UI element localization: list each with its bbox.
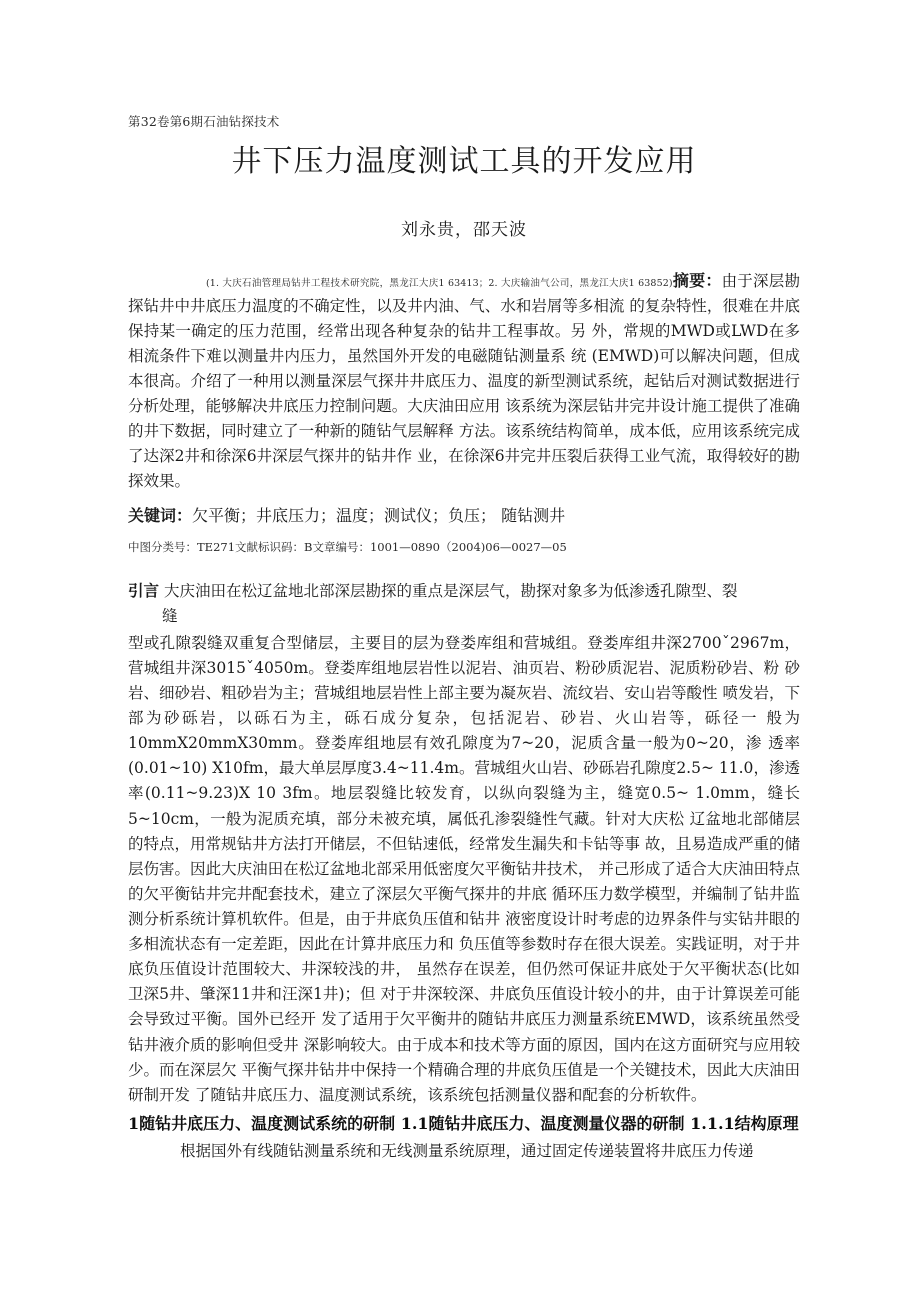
introduction-line-1: 大庆油田在松辽盆地北部深层勘探的重点是深层气，勘探对象多为低渗透孔隙型、裂	[163, 581, 738, 600]
introduction-block	[128, 578, 800, 629]
section-heading-1: 1随钻井底压力、温度测试系统的研制 1.1随钻井底压力、温度测量仪器的研制 1.1.1结构原理	[128, 1113, 799, 1133]
introduction-line-2: 缝	[162, 606, 178, 625]
affiliation-first: (1. 大庆石油管理局钻井工程技术研究院，黑龙江大庆1 63413；	[206, 277, 489, 289]
body-paragraph-1: 型或孔隙裂缝双重复合型储层，主要目的层为登娄库组和营城组。登娄库组井深2700ˇ2967m， 营城组井深3015ˇ4050m。登娄库组地层岩性以泥岩、油页岩、粉砂质泥岩、泥质粉砂岩、粉 砂岩、细砂岩、粗砂岩为主；营城组地层岩性上部主要为凝灰岩、流纹岩、安山岩等酸性 喷发岩，下部为砂砾岩，以砾石为主，砾石成分复杂，包括泥岩、砂岩、火山岩等，砾径一 般为10mmX20mmX30mm。登娄库组地层有效孔隙度为7~20，泥质含量一般为0~20，渗 透率(0.01~10) X10fm，最大单层厚度3.4~11.4m。营城组火山岩、砂砾岩孔隙度2.5~ 11.0，渗透率(0.11~9.23)X 10 3fm。地层裂缝比较发育，以纵向裂缝为主，缝宽0.5~ 1.0mm，缝长5~10cm，一般为泥质充填，部分未被充填，属低孔渗裂缝性气藏。针对大庆松 辽盆地北部储层的特点，用常规钻井方法打开储层，不但钻速低，经常发生漏失和卡钻等事 故，且易造成严重的储层伤害。因此大庆油田在松辽盆地北部采用低密度欠平衡钻井技术， 并己形成了适合大庆油田特点的欠平衡钻井完井配套技术，建立了深层欠平衡气探井的井底 循环压力数学模型，并编制了钻井监测分析系统计算机软件。但是，由于井底负压值和钻井 液密度设计时考虑的边界条件与实钻井眼的多相流状态有一定差距，因此在计算井底压力和 负压值等参数时存在很大误差。实践证明，对于井底负压值设计范围较大、井深较浅的井， 虽然存在误差，但仍然可保证井底处于欠平衡状态(比如卫深5井、肇深11井和汪深1井)；但 对于井深较深、井底负压值设计较小的井，由于计算误差可能会导致过平衡。国外已经开 发了适用于欠平衡井的随钻井底压力测量系统EMWD，该系统虽然受钻井液介质的影响但受井 深影响较大。由于成本和技术等方面的原因，国内在这方面研究与应用较少。而在深层欠 平衡气探井钻井中保持一个精确合理的井底负压值是一个关键技术，因此大庆油田研制开发 了随钻井底压力、温度测试系统，该系统包括测量仪器和配套的分析软件。	[128, 633, 800, 1104]
page-title: 井下压力温度测试工具的开发应用	[231, 144, 697, 179]
abstract-label: 摘要：	[672, 270, 722, 290]
page-content	[128, 0, 800, 1179]
keywords-text: 欠平衡；井底压力；温度；测试仪；负压； 随钻测井	[192, 506, 566, 526]
affiliation-second: 2. 大庆输油气公司，黑龙江大庆1 63852)	[488, 277, 673, 289]
introduction-label: 引言	[128, 580, 160, 600]
keywords-line	[128, 504, 800, 528]
abstract-text: 由于深层勘探钻井中井底压力温度的不确定性，以及井内油、气、水和岩屑等多相流 的复杂特性，很难在井底保持某一确定的压力范围，经常出现各种复杂的钻井工程事故。另 外，常规的MWD或LWD在多相流条件下难以测量井内压力，虽然国外开发的电磁随钻测量系 统 (EMWD)可以解决问题，但成本很高。介绍了一种用以测量深层气探井井底压力、温度的新型测试系统，起钻后对测试数据进行分析处理，能够解决井底压力控制问题。大庆油田应用 该系统为深层钻井完井设计施工提供了准确的井下数据，同时建立了一种新的随钻气层解释 方法。该系统结构简单，成本低，应用该系统完成了达深2井和徐深6井深层气探井的钻井作 业，在徐深6井完井压裂后获得工业气流，取得较好的勘探效果。	[128, 271, 800, 491]
abstract-block	[128, 268, 800, 495]
running-head: 第32卷第6期石油钻探技术	[128, 114, 280, 129]
closing-paragraph: 根据国外有线随钻测量系统和无线测量系统原理，通过固定传递装置将井底压力传递	[180, 1141, 754, 1160]
clc-and-article-number: 中图分类号：TE271文献标识码：B文章编号：1001—0890（2004)06—0027—05	[128, 540, 567, 555]
author-list: 刘永贵，邵天波	[401, 219, 527, 240]
keywords-label: 关键词：	[128, 506, 193, 526]
